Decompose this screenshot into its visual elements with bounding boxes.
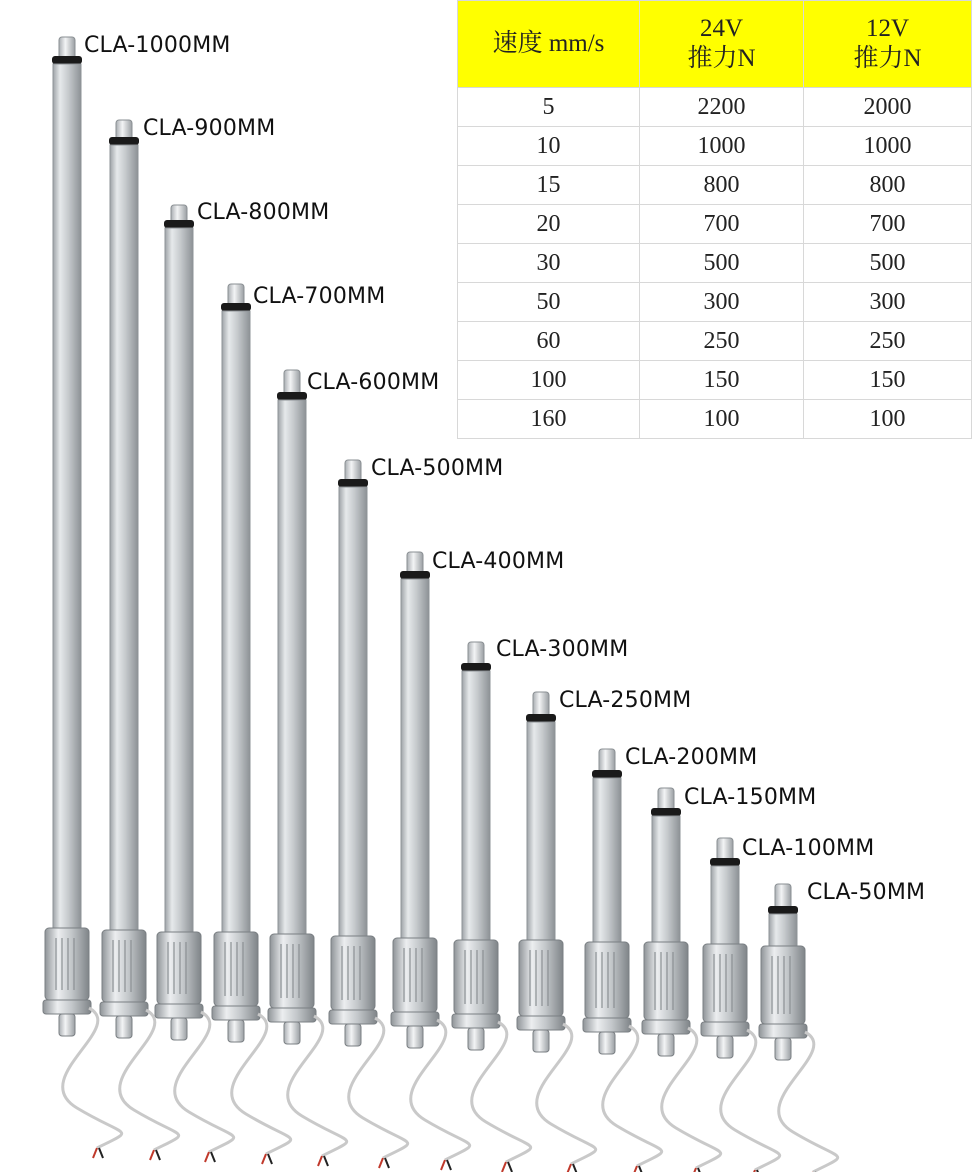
header-12v-voltage: 12V (865, 15, 910, 42)
actuator-900mm (100, 120, 148, 1038)
actuator-150mm (642, 788, 690, 1056)
header-speed-text: 速度 mm/s (492, 30, 605, 57)
cell-12v: 2000 (804, 88, 972, 127)
actuator-300mm (452, 642, 500, 1050)
table-row (458, 127, 972, 166)
label-cla-150mm: CLA-150MM (684, 785, 817, 810)
cell-12v: 150 (804, 361, 972, 400)
cell-24v: 300 (640, 283, 804, 322)
cell-24v: 100 (640, 400, 804, 439)
cell-12v: 1000 (804, 127, 972, 166)
table-row (458, 88, 972, 127)
label-cla-600mm: CLA-600MM (307, 370, 440, 395)
cell-speed: 5 (458, 88, 640, 127)
actuator-250mm (517, 692, 565, 1052)
header-24v-voltage: 24V (699, 15, 744, 42)
actuator-100mm (701, 838, 749, 1058)
actuator-200mm (583, 749, 631, 1054)
actuator-600mm (268, 370, 316, 1044)
actuator-800mm (155, 205, 203, 1040)
header-12v (804, 1, 972, 88)
cell-12v: 250 (804, 322, 972, 361)
actuator-500mm (329, 460, 377, 1046)
cell-24v: 150 (640, 361, 804, 400)
label-cla-800mm: CLA-800MM (197, 200, 330, 225)
table-row (458, 205, 972, 244)
cell-24v: 800 (640, 166, 804, 205)
table-row (458, 244, 972, 283)
cell-speed: 60 (458, 322, 640, 361)
spec-table (457, 0, 972, 439)
cell-24v: 2200 (640, 88, 804, 127)
header-24v (640, 1, 804, 88)
table-row (458, 400, 972, 439)
table-row (458, 361, 972, 400)
cell-12v: 500 (804, 244, 972, 283)
cell-12v: 100 (804, 400, 972, 439)
cell-speed: 160 (458, 400, 640, 439)
label-cla-50mm: CLA-50MM (807, 880, 926, 905)
label-cla-400mm: CLA-400MM (432, 549, 565, 574)
cell-24v: 1000 (640, 127, 804, 166)
cell-24v: 500 (640, 244, 804, 283)
label-cla-200mm: CLA-200MM (625, 745, 758, 770)
cell-speed: 100 (458, 361, 640, 400)
cell-speed: 15 (458, 166, 640, 205)
label-cla-100mm: CLA-100MM (742, 836, 875, 861)
actuator-50mm (759, 884, 807, 1060)
table-row (458, 322, 972, 361)
label-cla-500mm: CLA-500MM (371, 456, 504, 481)
label-cla-300mm: CLA-300MM (496, 637, 629, 662)
header-24v-thrust: 推力N (687, 45, 756, 72)
table-header-row (458, 1, 972, 88)
table-row (458, 166, 972, 205)
cell-speed: 20 (458, 205, 640, 244)
cell-24v: 700 (640, 205, 804, 244)
cell-12v: 700 (804, 205, 972, 244)
label-cla-250mm: CLA-250MM (559, 688, 692, 713)
actuator-1000mm (43, 37, 91, 1036)
actuator-400mm (391, 552, 439, 1048)
table-row (458, 283, 972, 322)
header-speed (458, 1, 640, 88)
cell-24v: 250 (640, 322, 804, 361)
cell-speed: 30 (458, 244, 640, 283)
label-cla-1000mm: CLA-1000MM (84, 33, 231, 58)
label-cla-900mm: CLA-900MM (143, 116, 276, 141)
cell-speed: 50 (458, 283, 640, 322)
cell-speed: 10 (458, 127, 640, 166)
label-cla-700mm: CLA-700MM (253, 284, 386, 309)
actuator-700mm (212, 284, 260, 1042)
cell-12v: 300 (804, 283, 972, 322)
cell-12v: 800 (804, 166, 972, 205)
header-12v-thrust: 推力N (853, 45, 922, 72)
